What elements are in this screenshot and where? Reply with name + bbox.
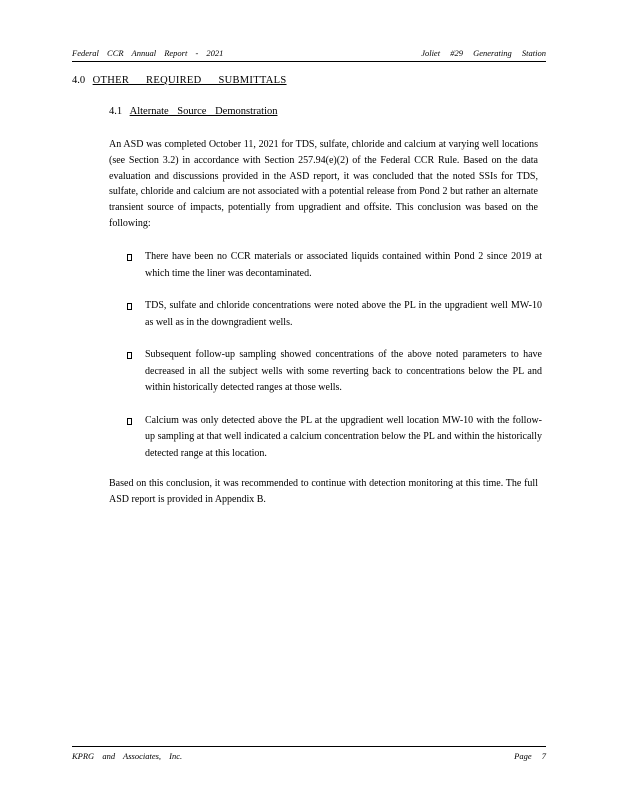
findings-list — [127, 249, 542, 478]
page-header — [72, 46, 546, 62]
list-item — [127, 413, 542, 463]
list-item-text: Calcium was only detected above the PL at the upgradient well location MW-10 with the follow-up sampling at that well indicated a calcium concentration below the PL and within the historically detected range at this location. — [145, 414, 542, 459]
subsection-number: 4.1 — [109, 106, 123, 117]
list-item-text: TDS, sulfate and chloride concentrations were noted above the PL in the upgradient well MW-10 as well as in the downgradient wells. — [145, 300, 542, 328]
subsection-heading — [109, 106, 278, 117]
subsection-title: Alternate Source Demonstration — [129, 106, 278, 117]
header-report-title: Federal CCR Annual Report - 2021 — [72, 48, 224, 58]
header-station-name: Joliet #29 Generating Station — [421, 48, 546, 58]
bullet-box-icon — [127, 254, 132, 261]
footer-company: KPRG and Associates, Inc. — [72, 751, 183, 761]
section-number: 4.0 — [72, 75, 86, 86]
conclusion-paragraph: Based on this conclusion, it was recommended to continue with detection monitoring at this time. The full ASD report is provided in Appendix B. — [109, 478, 538, 505]
list-item — [127, 347, 542, 397]
list-item-text: Subsequent follow-up sampling showed concentrations of the above noted parameters to have decreased in all the subject wells with some reverting back to concentrations below the PL and within historically detected ranges at those wells. — [145, 349, 542, 393]
page-footer — [72, 746, 546, 763]
section-title: OTHER REQUIRED SUBMITTALS — [92, 75, 287, 86]
intro-paragraph: An ASD was completed October 11, 2021 for TDS, sulfate, chloride and calcium at varying well locations (see Section 3.2) in accordance with Section 257.94(e)(2) of the Federal CCR Rule. Based on the data evaluation and discussions provided in the ASD report, it was concluded that the noted SSIs for TDS, sulfate, chloride and calcium are not associated with a potential release from Pond 2 but rather an alternate transient source of impacts, potentially from upgradient and offsite. This conclusion was based on the following: — [109, 139, 538, 229]
list-item — [127, 298, 542, 331]
list-item — [127, 249, 542, 282]
bullet-box-icon — [127, 303, 132, 310]
section-heading — [72, 75, 287, 86]
list-item-text: There have been no CCR materials or associated liquids contained within Pond 2 since 2019 at which time the liner was decontaminated. — [145, 251, 542, 279]
bullet-box-icon — [127, 418, 132, 425]
bullet-box-icon — [127, 352, 132, 359]
footer-page-number: Page 7 — [514, 751, 546, 761]
